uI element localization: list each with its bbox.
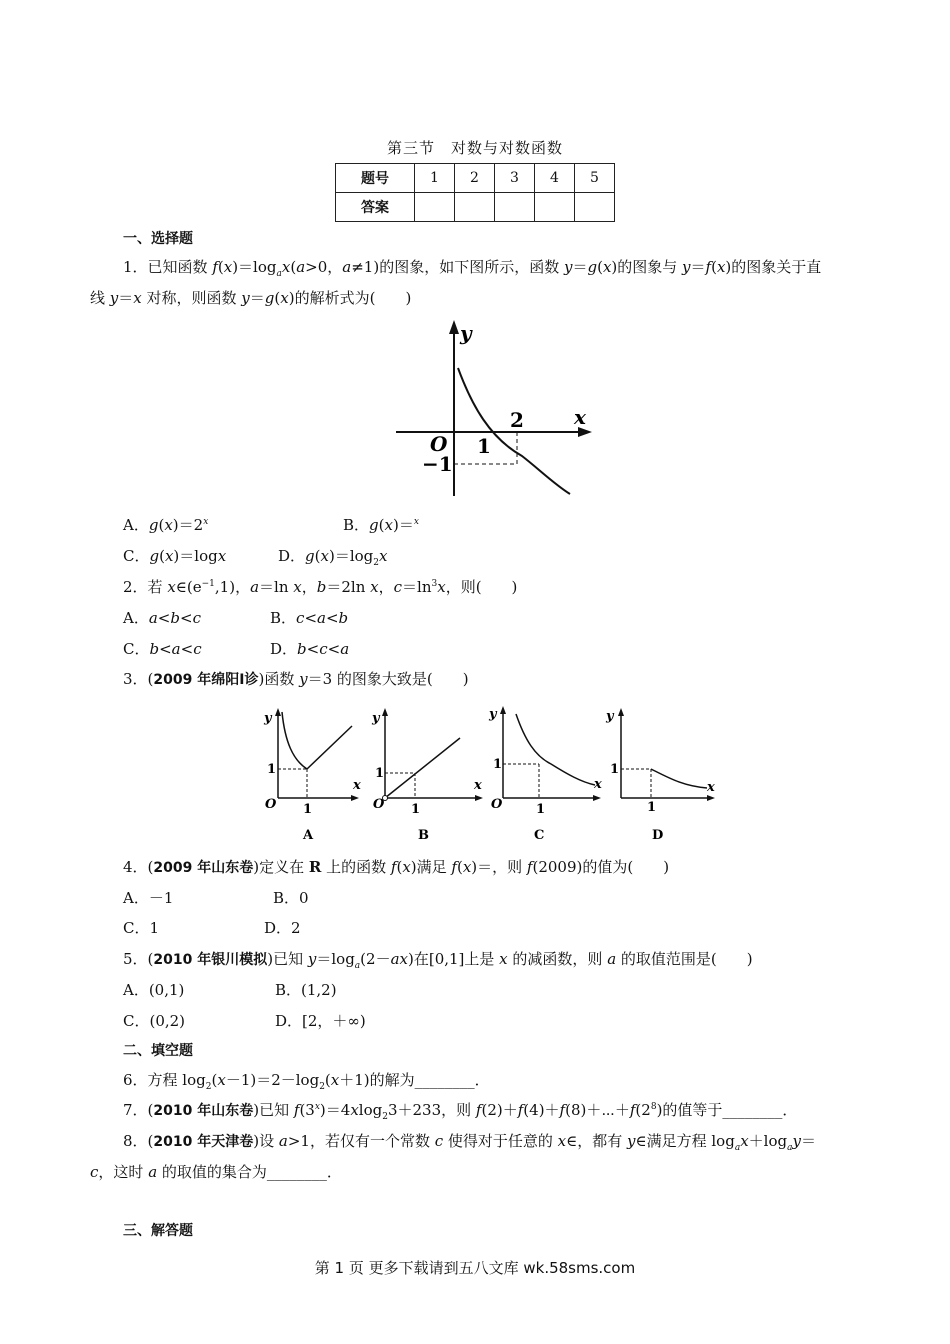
- question-1-line-2: 线 y＝x 对称，则函数 y＝g(x)的解析式为( ): [90, 289, 412, 307]
- question-5: 5．(2010 年银川模拟)已知 $y=\log_a(2-ax)$在[0,1]上是 x 的减函数，则 a 的取值范围是( ): [123, 950, 753, 971]
- page-footer: 第 1 页 更多下载请到五八文库 wk.58sms.com: [314, 1259, 636, 1277]
- question-1-line-1: 1．已知函数 $f(x)=\log_ax(a>0$，a≠1)的图象，如下图所示，函数 y＝g(x)的图象与 y＝f(x)的图象关于直: [123, 258, 822, 279]
- tick-label-one: 1: [493, 757, 503, 772]
- question-1-option-c: C．g(x)＝logx: [123, 547, 227, 565]
- tick-label-one: 1: [303, 802, 313, 817]
- question-3: 3．(2009 年绵阳Ⅰ诊)函数 y＝3 的图象大致是( ): [123, 670, 469, 688]
- page-title: 第三节 对数与对数函数: [386, 139, 563, 157]
- answer-table-header-label: 题号: [336, 164, 415, 193]
- question-7: 7．(2010 年山东卷)已知 $f(3^x)=4xlog_23+233$，则 $f(2)+f(4)+f(8)+\cdots+f(2^8)$的值等于________．: [123, 1101, 798, 1122]
- question-5-option-c: C．(0,2): [123, 1012, 186, 1030]
- question-3-graphs: [255, 702, 725, 850]
- question-1-option-d: D．$g(x)=\log_2x$: [278, 547, 388, 568]
- origin-label: O: [373, 797, 385, 812]
- question-4-option-d: D．2: [264, 919, 301, 937]
- axis-label-x: x: [353, 778, 361, 793]
- answer-cell[interactable]: [415, 193, 455, 222]
- tick-label-one: 1: [411, 802, 421, 817]
- section-heading-fill: 二、填空题: [123, 1043, 193, 1059]
- axis-label-x: x: [474, 778, 482, 793]
- answer-table-number: 4: [535, 164, 575, 193]
- graph-option-d: [605, 708, 715, 843]
- answer-cell[interactable]: [535, 193, 575, 222]
- answer-table-number: 5: [575, 164, 615, 193]
- question-1-option-a: A．$g(x)=2^x$: [123, 516, 209, 534]
- origin-label: O: [491, 797, 503, 812]
- question-2-option-b: B．c<a<b: [270, 609, 349, 627]
- axis-label-y: y: [264, 711, 272, 726]
- origin-label: O: [430, 432, 448, 456]
- question-2-option-c: C．b<a<c: [123, 640, 202, 658]
- question-4-option-b: B．0: [273, 889, 309, 907]
- axis-label-y: y: [489, 707, 497, 722]
- question-1-graph: [392, 318, 597, 498]
- answer-table-number: 1: [415, 164, 455, 193]
- axis-label-x: x: [707, 780, 715, 795]
- question-6: 6．方程 $\log_2(x-1)=2-\log_2(x+1)$的解为________．: [123, 1071, 490, 1092]
- section-heading-solve: 三、解答题: [123, 1223, 193, 1239]
- question-1-option-b: B．g(x)＝$^x$: [343, 516, 419, 534]
- axis-label-x: x: [594, 777, 602, 792]
- graph-label-c: C: [534, 828, 545, 843]
- section-heading-choice: 一、选择题: [123, 231, 193, 247]
- graph-option-c: [488, 706, 602, 843]
- tick-label-one: 1: [536, 802, 546, 817]
- question-8-line-2: c，这时 a 的取值的集合为________．: [90, 1163, 342, 1181]
- answer-table-answer-label: 答案: [336, 193, 415, 222]
- graph-option-a: [263, 708, 361, 843]
- axis-label-y: y: [372, 711, 380, 726]
- tick-label-one: 1: [375, 766, 385, 781]
- answer-table-number: 2: [455, 164, 495, 193]
- origin-label: O: [265, 797, 277, 812]
- graph-label-b: B: [418, 828, 429, 843]
- tick-label-one: 1: [267, 762, 277, 777]
- tick-label-one: 1: [610, 762, 620, 777]
- question-8-line-1: 8．(2010 年天津卷)设 a>1，若仅有一个常数 c 使得对于任意的 x∈，都有 y∈满足方程 $\log_ax+\log_ay=$: [123, 1132, 816, 1153]
- graph-option-b: [371, 708, 483, 843]
- answer-cell[interactable]: [575, 193, 615, 222]
- answer-table: [335, 163, 615, 222]
- axis-label-y: y: [606, 709, 614, 724]
- question-5-option-d: D．[2，＋∞): [275, 1012, 366, 1030]
- answer-cell[interactable]: [455, 193, 495, 222]
- answer-cell[interactable]: [495, 193, 535, 222]
- question-5-option-a: A．(0,1): [123, 981, 185, 999]
- tick-label-one: 1: [647, 800, 657, 815]
- tick-label-one: 1: [477, 434, 491, 458]
- tick-label-two: 2: [510, 408, 524, 432]
- question-2-option-a: A．a<b<c: [123, 609, 201, 627]
- axis-label-x: x: [574, 405, 586, 429]
- graph-label-a: A: [303, 828, 314, 843]
- question-4: 4．(2009 年山东卷)定义在 R 上的函数 f(x)满足 f(x)＝，则 f(2009)的值为( ): [123, 858, 670, 876]
- question-2: 2．若 $x\in(e^{-1},1)$，a＝ln x，b＝2ln x，$c=\ln^3x$，则( ): [123, 578, 518, 596]
- graph-label-d: D: [652, 828, 664, 843]
- question-2-option-d: D．b<c<a: [270, 640, 350, 658]
- question-4-option-c: C．1: [123, 919, 160, 937]
- tick-label-neg-one: −1: [422, 452, 453, 476]
- axis-label-y: y: [460, 321, 472, 345]
- question-5-option-b: B．(1,2): [275, 981, 337, 999]
- answer-table-number: 3: [495, 164, 535, 193]
- question-4-option-a: A．－1: [123, 889, 174, 907]
